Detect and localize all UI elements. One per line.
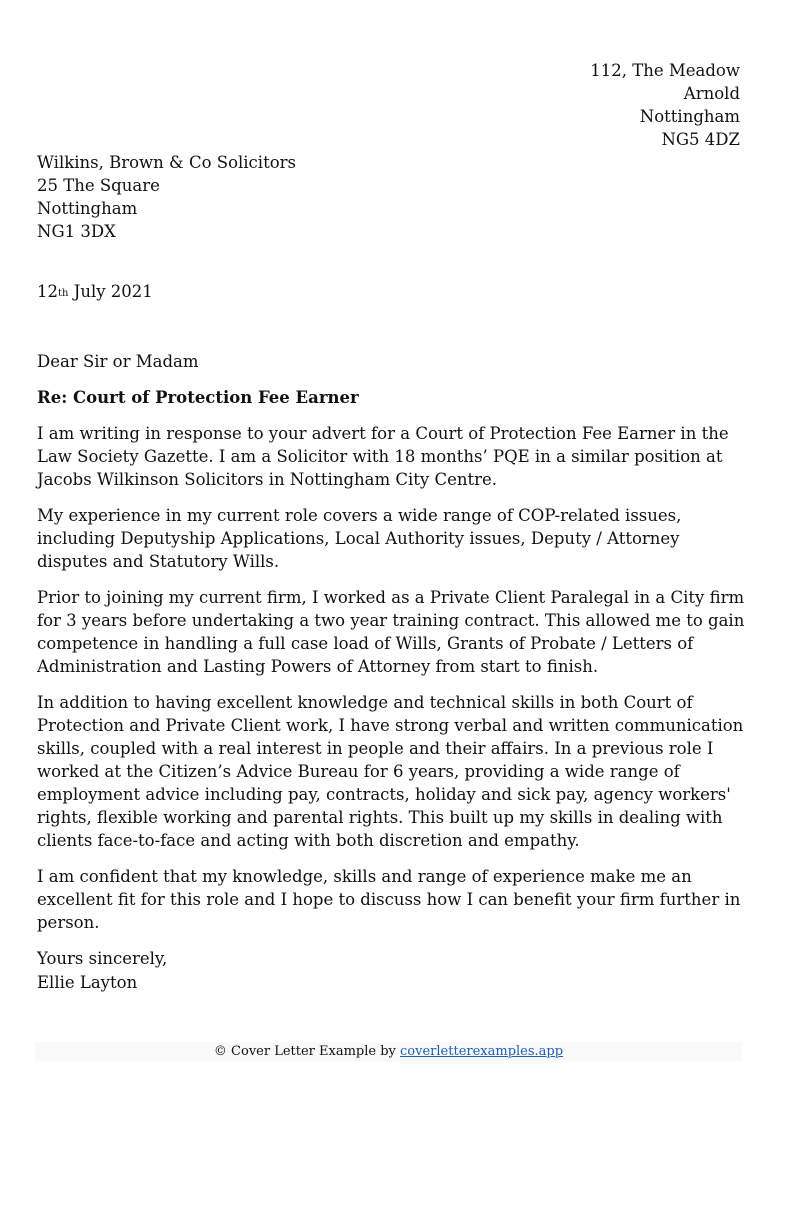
sender-address-line-3: Nottingham xyxy=(639,107,740,126)
salutation: Dear Sir or Madam xyxy=(37,352,199,371)
sender-address xyxy=(590,59,740,151)
date-day: 12 xyxy=(37,282,58,301)
recipient-address-line-4: NG1 3DX xyxy=(37,222,116,241)
signature-name: Ellie Layton xyxy=(37,973,138,992)
subject-line: Re: Court of Protection Fee Earner xyxy=(37,388,359,407)
date-month-year: July 2021 xyxy=(68,282,153,301)
paragraph-3: Prior to joining my current firm, I worked as a Private Client Paralegal in a City firm for 3 years before undertaking a two year training contract. This allowed me to gain competence in handling a full case load of Wills, Grants of Probate / Letters of Administration and Lasting Powers of Attorney from start to finish. xyxy=(37,588,745,676)
footer-credit xyxy=(35,1042,742,1061)
date-suffix: th xyxy=(58,288,69,299)
sender-address-line-4: NG5 4DZ xyxy=(661,130,740,149)
recipient-address xyxy=(37,151,296,243)
letter-body xyxy=(37,350,749,983)
recipient-address-line-2: 25 The Square xyxy=(37,176,160,195)
paragraph-4: In addition to having excellent knowledge and technical skills in both Court of Protection and Private Client work, I have strong verbal and written communication skills, coupled with a real interest in people and their affairs. In a previous role I worked at the Citizen’s Advice Bureau for 6 years, providing a wide range of employment advice including pay, contracts, holiday and sick pay, agency workers' rights, flexible working and parental rights. This built up my skills in dealing with clients face-to-face and acting with both discretion and empathy. xyxy=(37,693,744,850)
sender-address-line-1: 112, The Meadow xyxy=(590,61,740,80)
sign-off: Yours sincerely, xyxy=(37,949,168,968)
paragraph-1: I am writing in response to your advert for a Court of Protection Fee Earner in the Law Society Gazette. I am a Solicitor with 18 months’ PQE in a similar position at Jacobs Wilkinson Solicitors in Nottingham City Centre. xyxy=(37,424,729,489)
footer-link[interactable]: coverletterexamples.app xyxy=(400,1044,564,1059)
paragraph-5: I am confident that my knowledge, skills and range of experience make me an excellent fit for this role and I hope to discuss how I can benefit your firm further in person. xyxy=(37,867,741,932)
sender-address-line-2: Arnold xyxy=(683,84,740,103)
letter-date xyxy=(37,280,153,306)
recipient-address-line-3: Nottingham xyxy=(37,199,138,218)
paragraph-2: My experience in my current role covers a wide range of COP-related issues, including Deputyship Applications, Local Authority issues, Deputy / Attorney disputes and Statutory Wills. xyxy=(37,506,682,571)
footer-prefix: © Cover Letter Example by xyxy=(213,1044,401,1059)
recipient-address-line-1: Wilkins, Brown & Co Solicitors xyxy=(37,153,296,172)
